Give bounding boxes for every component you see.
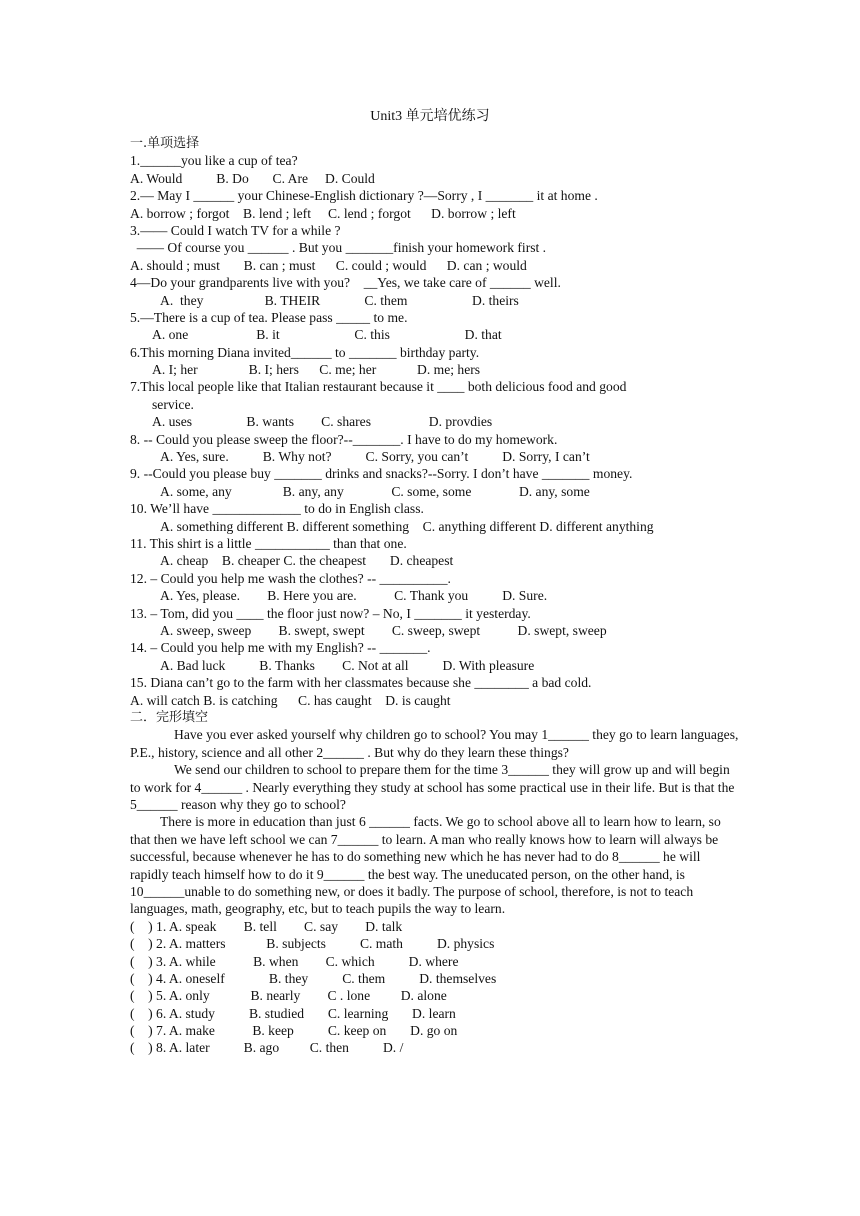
document-content [130,135,740,1057]
paragraph-text: There is more in education than just 6 ______ facts. We go to school above all to learn how to learn, so that then we have left school we can 7______ to learn. A man who really knows how to learn will always be successful, because whenever he has to do something new which he has never had to do 8______ he will rapidly teach himself how to do it 9______ the best way. The uneducated person, on the other hand, is 10______unable to do something new, or does it badly. The purpose of school, therefore, is not to teach languages, math, geography, etc, but to teach pupils the way to learn. [130,814,721,917]
cloze-paragraph [130,761,740,813]
cloze-option-line: ( ) 3. A. while B. when C. which D. where [130,953,459,969]
paragraph-text: We send our children to school to prepare them for the time 3______ they will grow up and will begin to work for 4______ . Nearly everything they study at school has some practical use in their life. But is that the 5______ reason why they go to school? [130,762,735,812]
question-line: 9. --Could you please buy _______ drinks and snacks?--Sorry. I don’t have _______ money. [130,466,633,482]
question-line: 6.This morning Diana invited______ to _______ birthday party. [130,344,480,360]
cloze-option-line: ( ) 8. A. later B. ago C. then D. / [130,1040,404,1056]
question-line: —— Of course you ______ . But you _______finish your homework first . [130,240,547,256]
question-line: 13. – Tom, did you ____ the floor just now? – No, I _______ it yesterday. [130,605,531,621]
question-line: A. something different B. different something C. anything different D. different anything [160,518,654,534]
cloze-option-line: ( ) 2. A. matters B. subjects C. math D. physics [130,936,495,952]
question-line: 8. -- Could you please sweep the floor?--_______. I have to do my homework. [130,431,558,447]
cloze-options [130,918,740,1057]
question-line: 15. Diana can’t go to the farm with her classmates because she ________ a bad cold. [130,675,592,691]
section-heading-cloze: 二．完形填空 [130,709,209,725]
question-line: A. uses B. wants C. shares D. provdies [152,414,493,430]
question-line: A. Yes, sure. B. Why not? C. Sorry, you can’t D. Sorry, I can’t [160,449,590,465]
question-line: A. Yes, please. B. Here you are. C. Thank you D. Sure. [160,588,548,604]
question-line: 7.This local people like that Italian restaurant because it ____ both delicious food and good [130,379,627,395]
document-title: Unit3 单元培优练习 [370,109,490,124]
question-line: 2.— May I ______ your Chinese-English dictionary ?—Sorry , I _______ it at home . [130,188,598,204]
question-line: A. some, any B. any, any C. some, some D. any, some [160,483,590,499]
question-line: 1.______you like a cup of tea? [130,153,298,169]
question-line: A. one B. it C. this D. that [152,327,502,343]
question-line: service. [152,396,194,412]
question-line: A. Would B. Do C. Are D. Could [130,170,375,186]
cloze-paragraph [130,726,740,761]
question-line: A. borrow ; forgot B. lend ; left C. lend ; forgot D. borrow ; left [130,205,516,221]
question-line: A. will catch B. is catching C. has caught D. is caught [130,692,451,708]
question-line: 11. This shirt is a little ___________ than that one. [130,535,407,551]
question-line: 12. – Could you help me wash the clothes? -- __________. [130,570,451,586]
cloze-option-line: ( ) 5. A. only B. nearly C . lone D. alone [130,988,447,1004]
cloze-option-line: ( ) 6. A. study B. studied C. learning D. learn [130,1005,456,1021]
paragraph-text: Have you ever asked yourself why children go to school? You may 1______ they go to learn languages, P.E., history, science and all other 2______ . But why do they learn these things? [130,727,739,760]
cloze-passage [130,726,740,917]
question-line: A. I; her B. I; hers C. me; her D. me; hers [152,362,481,378]
question-line: 10. We’ll have _____________ to do in English class. [130,501,424,517]
question-line: A. cheap B. cheaper C. the cheapest D. cheapest [160,553,454,569]
cloze-paragraph [130,813,740,917]
question-line: A. Bad luck B. Thanks C. Not at all D. With pleasure [160,657,535,673]
section-heading-choice: 一.单项选择 [130,136,200,151]
cloze-option-line: ( ) 1. A. speak B. tell C. say D. talk [130,918,403,934]
question-line: 5.—There is a cup of tea. Please pass _____ to me. [130,309,408,325]
question-line: A. they B. THEIR C. them D. theirs [160,292,519,308]
question-line: 14. – Could you help me with my English? -- _______. [130,640,431,656]
question-line: A. should ; must B. can ; must C. could ; would D. can ; would [130,257,527,273]
choice-questions [130,152,740,709]
cloze-option-line: ( ) 7. A. make B. keep C. keep on D. go on [130,1023,458,1039]
question-line: A. sweep, sweep B. swept, swept C. sweep, swept D. swept, sweep [160,622,607,638]
question-line: 4—Do your grandparents live with you? __Yes, we take care of ______ well. [130,275,561,291]
question-line: 3.—— Could I watch TV for a while ? [130,222,341,238]
cloze-option-line: ( ) 4. A. oneself B. they C. them D. themselves [130,970,497,986]
